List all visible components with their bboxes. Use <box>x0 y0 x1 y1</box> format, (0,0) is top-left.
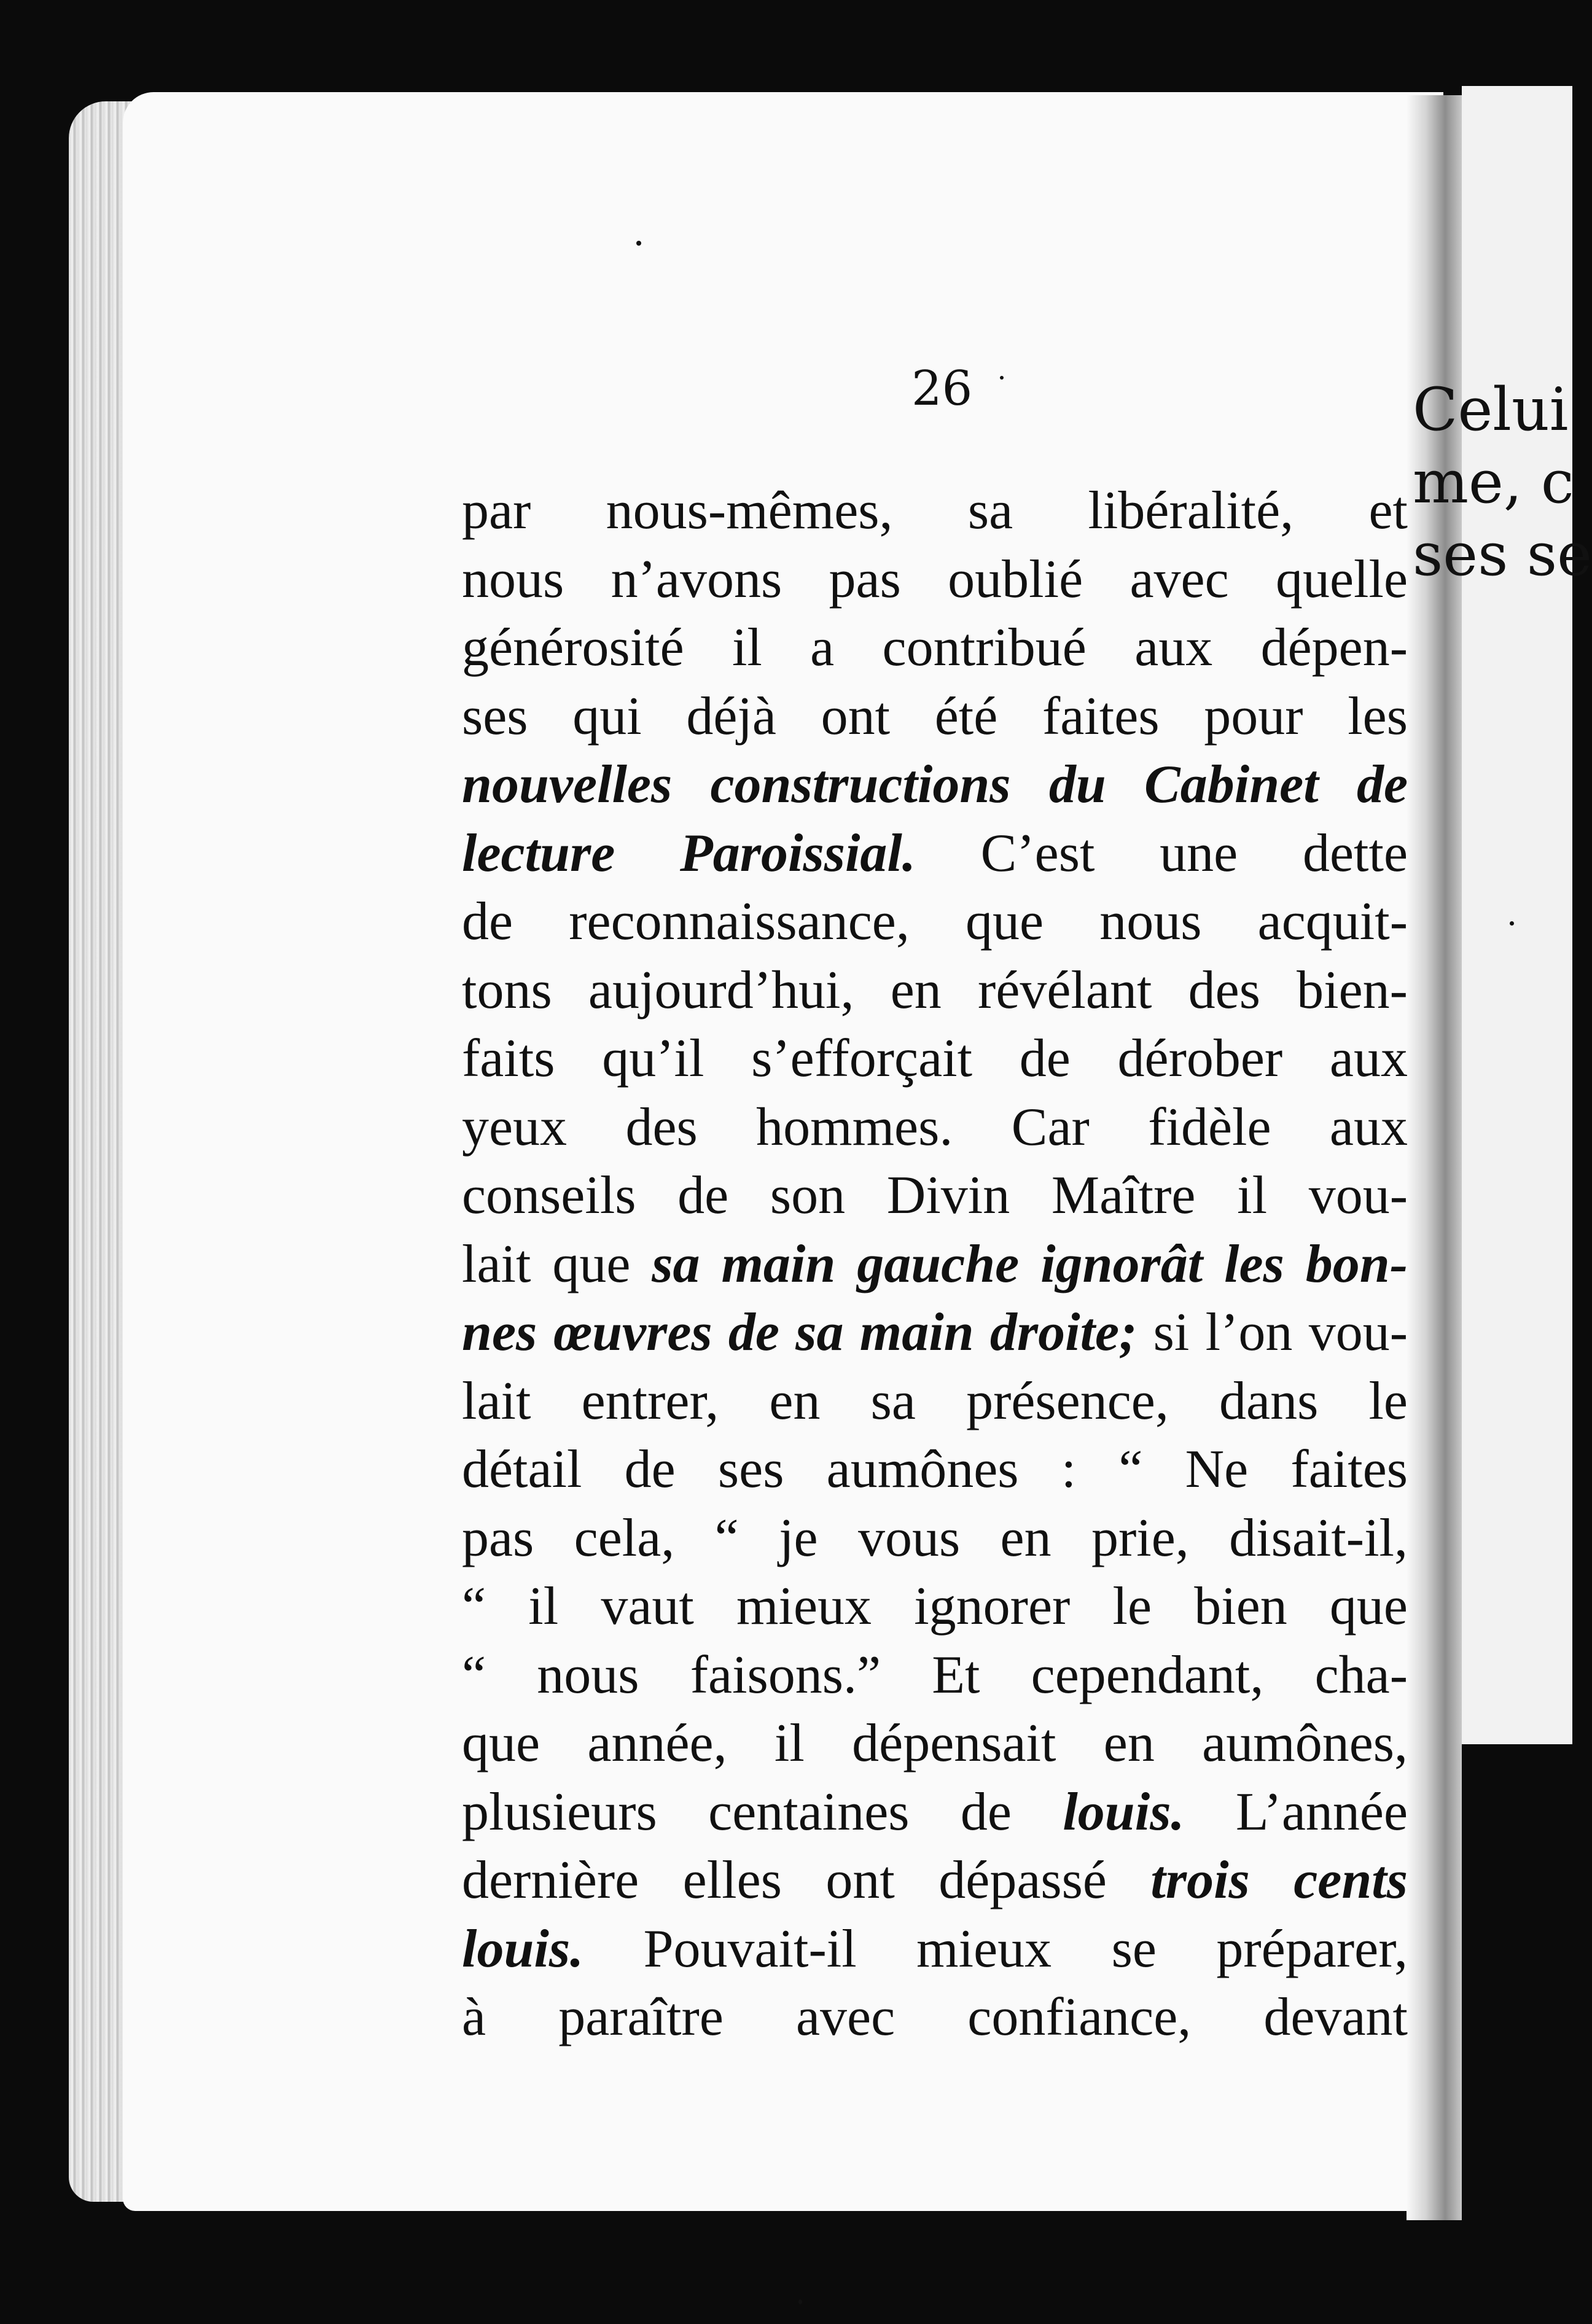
body-text <box>462 477 1408 2052</box>
text-line <box>462 1846 1408 1915</box>
text-line <box>462 1298 1408 1367</box>
text-run: que année, il dépensait en aumônes, <box>462 1714 1408 1773</box>
text-line <box>462 819 1408 888</box>
text-line <box>462 1161 1408 1230</box>
text-run: si l’on vou- <box>1137 1303 1408 1362</box>
italic-run: sa main gauche ignorât les bon- <box>652 1234 1408 1294</box>
text-run: Pouvait-il mieux se préparer, <box>583 1919 1408 1979</box>
facing-page <box>1462 86 1572 1744</box>
text-line <box>462 1983 1408 2052</box>
text-run: détail de ses aumônes : “ Ne faites <box>462 1440 1408 1499</box>
dust-speck <box>798 2299 802 2304</box>
text-run: lait entrer, en sa présence, dans le <box>462 1371 1408 1431</box>
italic-run: trois cents <box>1150 1850 1408 1910</box>
text-line <box>462 477 1408 545</box>
text-line <box>462 1367 1408 1436</box>
text-line <box>462 1093 1408 1162</box>
dust-speck <box>636 241 641 246</box>
text-run: “ nous faisons.” Et cependant, cha- <box>462 1645 1408 1705</box>
text-run: conseils de son Divin Maître il vou- <box>462 1166 1408 1225</box>
page-number: 26 <box>911 361 973 416</box>
text-run: nous n’avons pas oublié avec quelle <box>462 549 1408 609</box>
text-run: lait que <box>462 1234 652 1294</box>
text-run: générosité il a contribué aux dépen- <box>462 618 1408 677</box>
text-line <box>462 887 1408 956</box>
text-line <box>462 956 1408 1025</box>
facing-line: me, c <box>1413 448 1574 517</box>
italic-run: nouvelles constructions du Cabinet de <box>462 755 1408 814</box>
italic-run: lecture Paroissial. <box>462 823 916 883</box>
text-line <box>462 682 1408 751</box>
text-run: yeux des hommes. Car fidèle aux <box>462 1097 1408 1157</box>
text-run: L’année <box>1184 1782 1408 1842</box>
dust-speck <box>1000 376 1004 380</box>
text-line <box>462 1572 1408 1641</box>
text-run: tons aujourd’hui, en révélant des bien- <box>462 960 1408 1020</box>
text-line <box>462 614 1408 682</box>
text-run: ses qui déjà ont été faites pour les <box>462 686 1408 746</box>
text-line <box>462 1778 1408 1847</box>
text-run: C’est une dette <box>915 823 1408 883</box>
dust-speck <box>1510 921 1514 926</box>
text-line <box>462 1435 1408 1504</box>
text-run: à paraître avec confiance, devant <box>462 1987 1408 2047</box>
text-line <box>462 1641 1408 1710</box>
text-line <box>462 1709 1408 1778</box>
italic-run: louis. <box>1063 1782 1185 1842</box>
text-run: dernière elles ont dépassé <box>462 1850 1151 1910</box>
italic-run: louis. <box>462 1919 584 1979</box>
text-line <box>462 1024 1408 1093</box>
text-run: faits qu’il s’efforçait de dérober aux <box>462 1029 1408 1088</box>
italic-run: nes œuvres de sa main droite; <box>462 1303 1137 1362</box>
facing-page-text <box>1413 373 1592 591</box>
text-line <box>462 1504 1408 1573</box>
text-line <box>462 545 1408 614</box>
facing-line: ses se <box>1413 520 1592 589</box>
text-line <box>462 751 1408 819</box>
text-line <box>462 1230 1408 1299</box>
text-run: de reconnaissance, que nous acquit- <box>462 892 1408 951</box>
text-line <box>462 1915 1408 1984</box>
facing-line: Celui <box>1413 375 1569 444</box>
text-run: pas cela, “ je vous en prie, disait-il, <box>462 1508 1408 1568</box>
text-run: “ il vaut mieux ignorer le bien que <box>462 1577 1408 1636</box>
text-run: par nous-mêmes, sa libéralité, et <box>462 481 1408 540</box>
text-run: plusieurs centaines de <box>462 1782 1063 1842</box>
